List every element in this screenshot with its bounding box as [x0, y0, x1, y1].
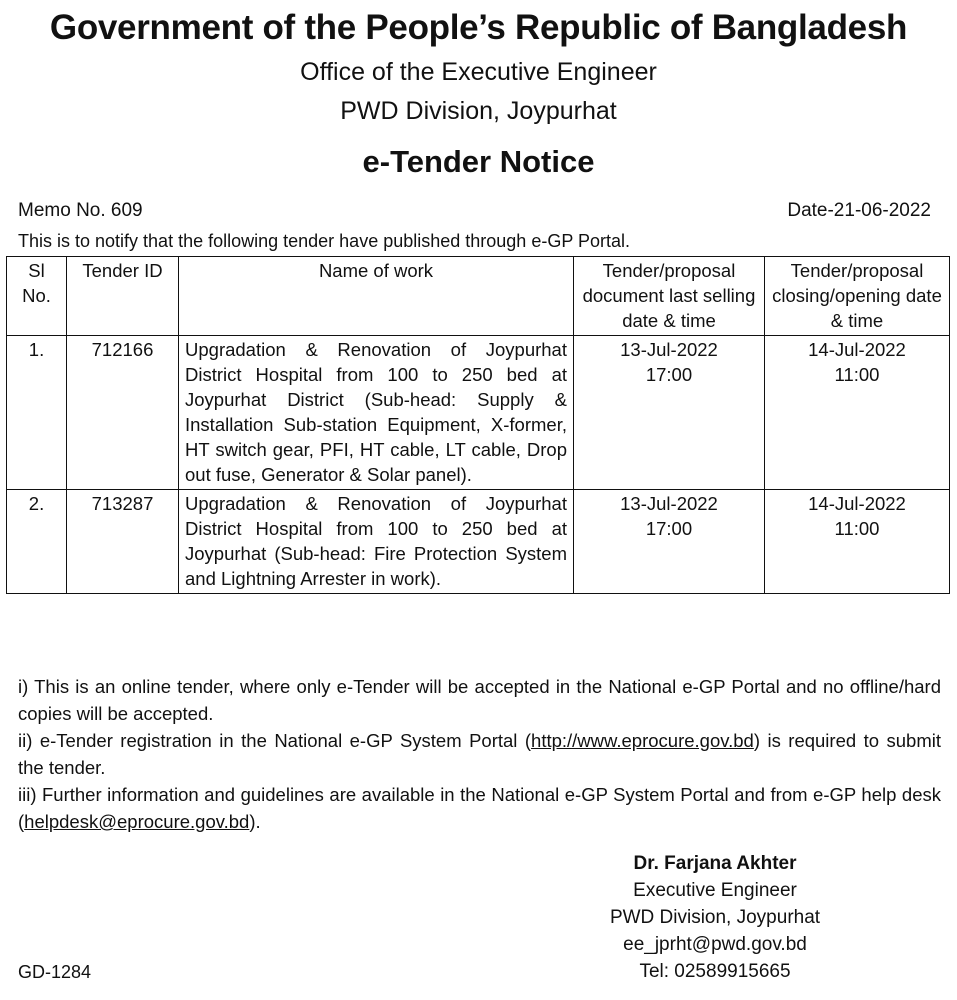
notice-title: e-Tender Notice — [362, 144, 595, 179]
note-3-text-end: ). — [249, 811, 261, 832]
notes-section — [18, 673, 941, 835]
row-selling-time: 17:00 — [645, 364, 693, 385]
row-sl: 1. — [7, 336, 67, 490]
division-heading: PWD Division, Joypurhat — [340, 97, 617, 125]
signatory-name: Dr. Farjana Akhter — [633, 853, 797, 874]
header-sl-no: Sl No. — [7, 257, 67, 336]
memo-number: Memo No. 609 — [18, 200, 143, 221]
eprocure-link[interactable]: http://www.eprocure.gov.bd — [531, 730, 754, 751]
notice-date: Date-21-06-2022 — [787, 200, 931, 221]
row-closing-date: 14-Jul-2022 — [808, 493, 906, 514]
tender-table — [6, 256, 950, 594]
row-closing — [765, 490, 950, 594]
row-work: Upgradation & Renovation of Joypurhat District Hospital from 100 to 250 bed at Joypurhat (Sub-head: Fire Protection System and Lightning Arrester in work). — [179, 490, 574, 594]
government-heading: Government of the People’s Republic of Bangladesh — [49, 8, 908, 47]
header-tender-id: Tender ID — [67, 257, 179, 336]
note-2 — [18, 727, 941, 781]
signatory-email: ee_jprht@pwd.gov.bd — [623, 934, 807, 955]
table-header-row — [7, 257, 950, 336]
row-closing-time: 11:00 — [834, 364, 880, 385]
note-2-text-end: ) is required to submit the tender. — [18, 730, 941, 778]
header-selling-date: Tender/proposal document last selling date & time — [574, 257, 765, 336]
signatory-office: PWD Division, Joypurhat — [609, 907, 821, 928]
row-sl: 2. — [7, 490, 67, 594]
table-row — [7, 336, 950, 490]
note-3 — [18, 781, 941, 835]
row-selling-time: 17:00 — [645, 518, 693, 539]
signature-block — [560, 850, 870, 985]
table-row — [7, 490, 950, 594]
row-tender-id: 713287 — [67, 490, 179, 594]
note-2-text: ii) e-Tender registration in the National e-GP System Portal ( — [18, 730, 532, 751]
row-closing — [765, 336, 950, 490]
row-tender-id: 712166 — [67, 336, 179, 490]
note-1: i) This is an online tender, where only e-Tender will be accepted in the National e-GP Portal and no offline/hard copies will be accepted. — [18, 676, 941, 724]
intro-text: This is to notify that the following tender have published through e-GP Portal. — [18, 231, 631, 251]
row-closing-date: 14-Jul-2022 — [808, 339, 906, 360]
row-selling — [574, 490, 765, 594]
signatory-designation: Executive Engineer — [633, 880, 797, 901]
row-selling — [574, 336, 765, 490]
row-work: Upgradation & Renovation of Joypurhat District Hospital from 100 to 250 bed at Joypurhat District (Sub-head: Supply & Installation Sub-station Equipment, X-former, HT switch gear, PFI, HT cable, LT cable, Drop out fuse, Generator & Solar panel). — [179, 336, 574, 490]
row-selling-date: 13-Jul-2022 — [620, 339, 718, 360]
office-heading: Office of the Executive Engineer — [300, 58, 657, 86]
helpdesk-email-link[interactable]: helpdesk@eprocure.gov.bd — [24, 811, 250, 832]
signatory-tel: Tel: 02589915665 — [639, 961, 791, 982]
gd-number: GD-1284 — [18, 962, 92, 982]
header-name-of-work: Name of work — [179, 257, 574, 336]
row-selling-date: 13-Jul-2022 — [620, 493, 718, 514]
note-3-text: iii) Further information and guidelines are available in the National e-GP System Portal and from e-GP help desk ( — [18, 784, 941, 832]
header-closing-date: Tender/proposal closing/opening date & time — [765, 257, 950, 336]
row-closing-time: 11:00 — [834, 518, 880, 539]
